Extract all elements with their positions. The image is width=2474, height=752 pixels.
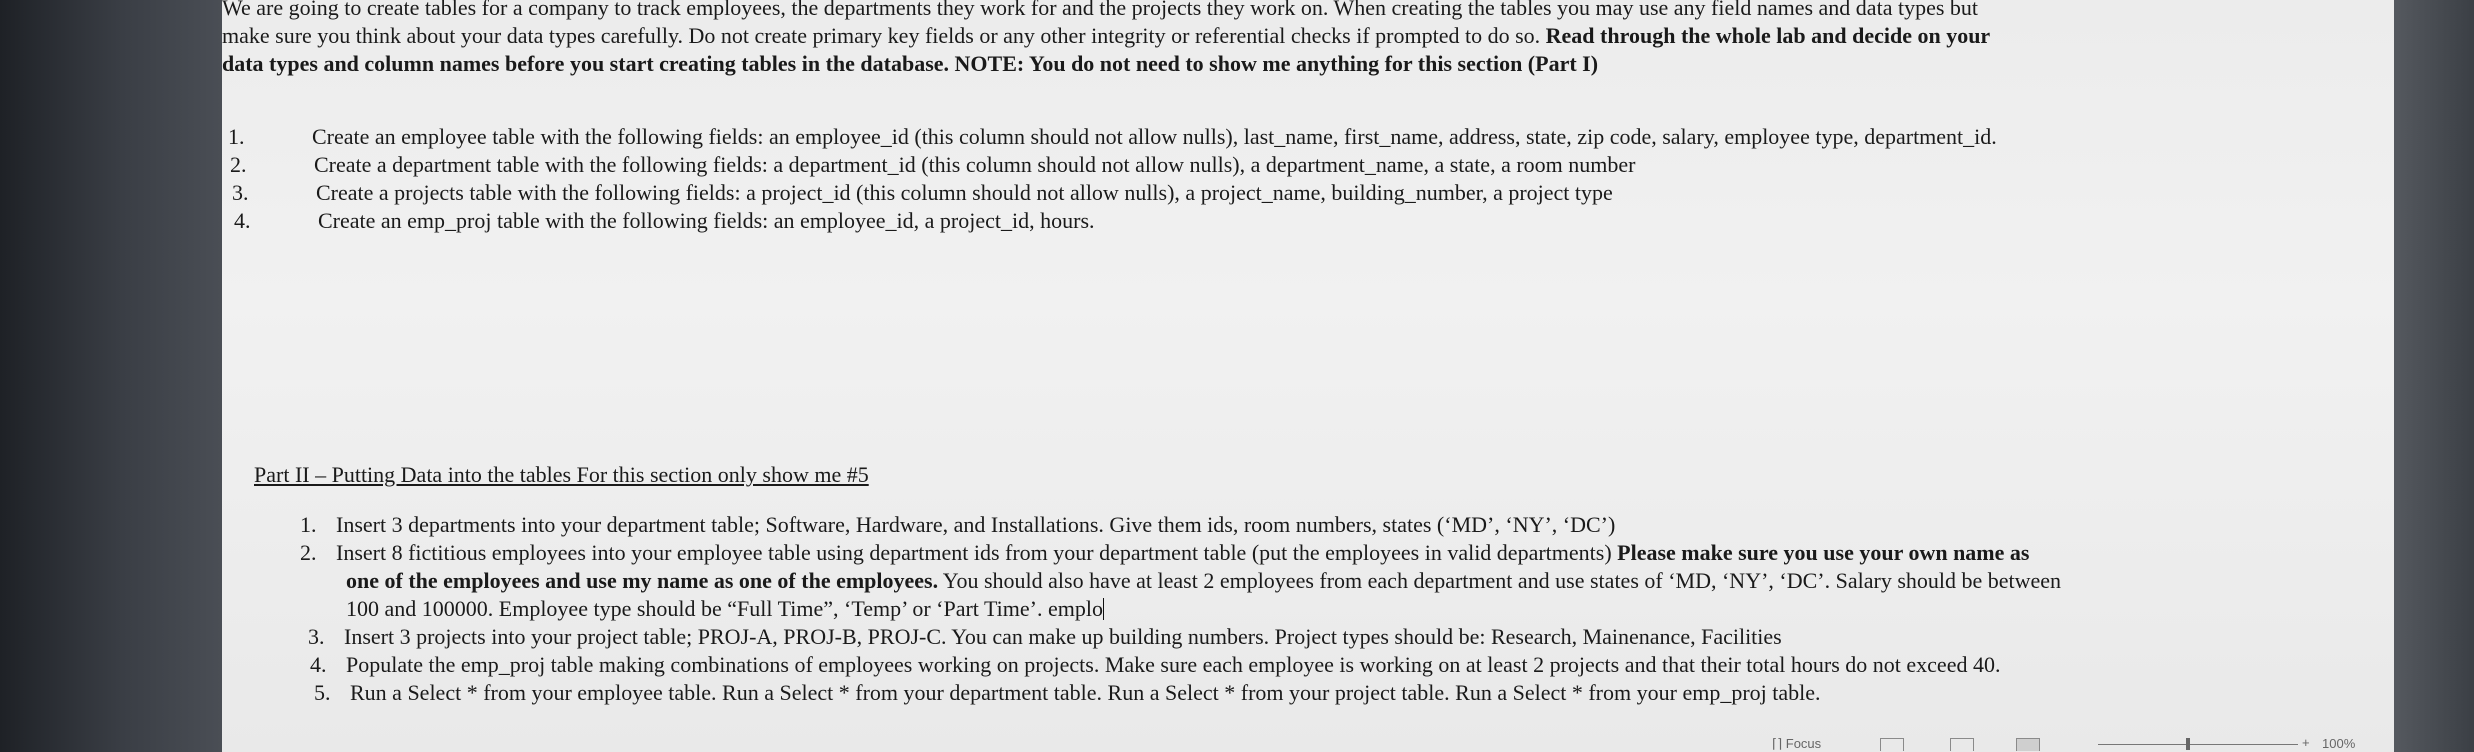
list-item [300, 512, 1615, 538]
intro-line-2 [222, 22, 2322, 50]
list-number: 1. [228, 124, 245, 149]
list-item-continuation [346, 568, 2061, 594]
monitor-bezel-left [0, 0, 222, 752]
list-number: 5. [314, 680, 331, 705]
list-number: 1. [300, 512, 317, 537]
intro-line-3: data types and column names before you start creating tables in the database. NOTE: You do not need to show me anything for this section (Part I) [222, 51, 1599, 76]
list-number: 2. [230, 152, 247, 177]
read-mode-icon[interactable] [1880, 738, 1904, 751]
list-text: Create an employee table with the following fields: an employee_id (this column should not allow nulls), last_name, first_name, address, state, zip code, salary, employee type, department_id. [312, 124, 1997, 149]
part2-heading: Part II – Putting Data into the tables For this section only show me #5 [254, 462, 869, 487]
list-number: 3. [232, 180, 249, 205]
list-item-continuation [346, 596, 1104, 622]
monitor-bezel-right [2394, 0, 2474, 752]
status-bar [1500, 736, 2380, 752]
list-text: Insert 3 departments into your department table; Software, Hardware, and Installations. Give them ids, room numbers, states (‘MD’, ‘NY’, ‘DC’) [336, 512, 1616, 537]
document-page[interactable] [222, 0, 2394, 752]
focus-label: Focus [1785, 736, 1822, 751]
text-cursor[interactable] [1103, 598, 1104, 620]
list-number: 2. [300, 540, 317, 565]
list-text-normal: You should also have at least 2 employees from each department and use states of ‘MD, ‘NY’, ‘DC’. Salary should be between [938, 568, 2062, 593]
list-text: Create an emp_proj table with the following fields: an employee_id, a project_id, hours. [318, 208, 1095, 233]
list-text: Insert 3 projects into your project table; PROJ-A, PROJ-B, PROJ-C. You can make up building numbers. Project types should be: Research, Mainenance, Facilities [344, 624, 1782, 649]
zoom-in-button[interactable]: + [2302, 735, 2310, 750]
list-number: 3. [308, 624, 325, 649]
list-text: Create a projects table with the following fields: a project_id (this column should not allow nulls), a project_name, building_number, a project type [316, 180, 1613, 205]
print-layout-icon[interactable] [1950, 738, 1974, 751]
list-number: 4. [310, 652, 327, 677]
web-layout-icon[interactable] [2016, 738, 2040, 751]
intro-line-2-normal: make sure you think about your data types carefully. Do not create primary key fields or any other integrity or referential checks if prompted to do so. [222, 23, 1546, 48]
list-item [300, 540, 2029, 566]
list-text-bold: one of the employees and use my name as one of the employees. [346, 568, 939, 593]
zoom-slider-thumb[interactable] [2186, 738, 2190, 750]
zoom-level[interactable]: 100% [2322, 736, 2356, 751]
zoom-slider[interactable] [2098, 744, 2298, 745]
intro-line-2-bold: Read through the whole lab and decide on your [1545, 23, 1991, 48]
list-text-bold: Please make sure you use your own name as [1617, 540, 2030, 565]
list-text-normal: 100 and 100000. Employee type should be “Full Time”, ‘Temp’ or ‘Part Time’. emplo [346, 596, 1103, 621]
list-item [308, 624, 1782, 650]
list-text: Populate the emp_proj table making combinations of employees working on projects. Make sure each employee is working on at least 2 projects and that their total hours do not exceed 40. [346, 652, 2001, 677]
intro-line-1: We are going to create tables for a company to track employees, the departments they work for and the projects they work on. When creating the tables you may use any field names and data types but [222, 0, 1979, 20]
list-item [314, 680, 1821, 706]
list-text: Run a Select * from your employee table. Run a Select * from your department table. Run a Select * from your project table. Run a Select * from your emp_proj table. [350, 680, 1821, 705]
list-number: 4. [234, 208, 251, 233]
focus-button[interactable] [1772, 736, 1821, 752]
list-text: Create a department table with the following fields: a department_id (this column should not allow nulls), a department_name, a state, a room number [314, 152, 1636, 177]
list-item [310, 652, 2000, 678]
list-text-normal: Insert 8 fictitious employees into your employee table using department ids from your department table (put the employees in valid departments) [336, 540, 1618, 565]
focus-icon: ⌈⌉ [1772, 736, 1786, 751]
